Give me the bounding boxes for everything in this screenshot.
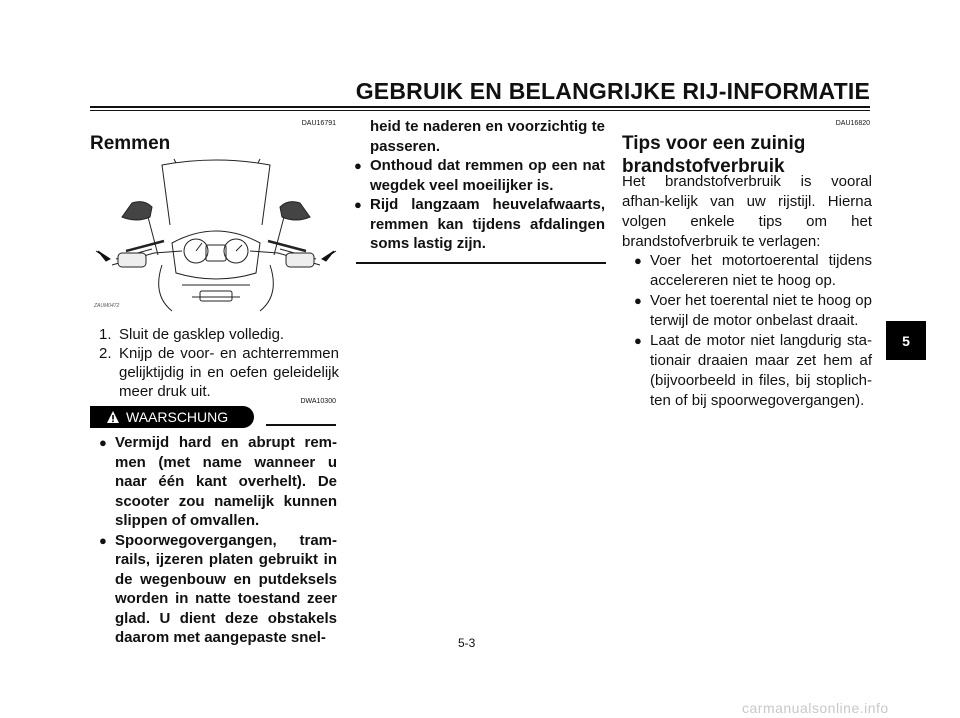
bullet-icon: ● <box>354 158 362 173</box>
warning-end-rule <box>356 262 606 264</box>
step-text: Sluit de gasklep volledig. <box>119 326 285 343</box>
warning-continuation: heid te naderen en voorzichtig te passeren. <box>370 118 605 155</box>
bullet-text: Voer het motortoerental tijdens accelereren niet te hoog op. <box>650 252 872 289</box>
middle-bullet-list <box>354 156 605 254</box>
section-heading-fuel-tips: Tips voor een zuinig brandstofverbruik <box>622 133 806 177</box>
section-code: DAU16791 <box>301 120 336 127</box>
warning-bullet-list <box>99 433 337 648</box>
bullet-icon: ● <box>99 435 107 450</box>
list-item <box>99 325 339 344</box>
header-rule <box>90 106 870 108</box>
warning-code: DWA10300 <box>300 398 336 405</box>
section-code: DAU16820 <box>835 120 870 127</box>
list-item <box>354 156 605 195</box>
fuel-intro-paragraph: Het brandstofverbruik is vooral afhan-kelijk van uw rijstijl. Hierna volgen enkele tips om het brandstofverbruik te verlagen: <box>622 173 872 250</box>
list-item <box>634 251 872 291</box>
page-number: 5-3 <box>458 636 476 650</box>
list-item <box>99 433 337 531</box>
list-item <box>634 331 872 411</box>
section-heading-remmen: Remmen <box>90 133 171 154</box>
bullet-text: Vermijd hard en abrupt rem-men (met name wanneer u naar één kant overhelt). De scooter zou namelijk kunnen slippen of omvallen. <box>115 434 337 529</box>
list-item <box>634 291 872 331</box>
bullet-text: Voer het toerental niet te hoog op terwijl de motor onbelast draait. <box>650 292 872 329</box>
watermark: carmanualsonline.info <box>742 700 889 716</box>
step-number: 2. <box>99 345 112 362</box>
fuel-tips-list <box>634 251 872 411</box>
bullet-icon: ● <box>99 532 107 548</box>
chapter-tab: 5 <box>886 321 926 360</box>
list-item <box>99 531 337 648</box>
warning-triangle-icon <box>106 410 120 424</box>
bullet-text: Laat de motor niet langdurig sta-tionair draaien maar zet hem af (bijvoorbeeld in files, bij stoplich-ten of bij spoorwegovergangen). <box>650 332 872 409</box>
bullet-text: Onthoud dat remmen op een nat wegdek veel moeilijker is. <box>370 157 605 194</box>
warning-label-box <box>90 406 254 428</box>
bullet-icon: ● <box>634 253 642 268</box>
page-header-title: GEBRUIK EN BELANGRIJKE RIJ-INFORMATIE <box>355 78 870 104</box>
list-item <box>99 344 339 401</box>
bullet-icon: ● <box>634 333 642 348</box>
step-text: Knijp de voor- en achterremmen gelijktijdig in en oefen geleidelijk meer druk uit. <box>119 345 339 400</box>
warning-label: WAARSCHUNG <box>126 409 229 425</box>
step-number: 1. <box>99 326 112 343</box>
bullet-text: Spoorwegovergangen, tram-rails, ijzeren platen gebruikt in de wegenbouw en putdeksels worden in natte toestand zeer glad. U dient deze obstakels daarom met aangepaste snel- <box>115 531 337 646</box>
header-rule-thin <box>90 110 870 111</box>
scooter-handlebar-illustration <box>92 155 340 313</box>
figure-code: ZAUM0472 <box>94 303 120 309</box>
bullet-icon: ● <box>354 197 362 212</box>
brake-steps-list <box>99 325 339 401</box>
warning-rule <box>266 424 336 426</box>
bullet-icon: ● <box>634 293 642 308</box>
list-item <box>354 195 605 254</box>
bullet-text: Rijd langzaam heuvelafwaarts, remmen kan tijdens afdalingen soms lastig zijn. <box>370 196 605 252</box>
